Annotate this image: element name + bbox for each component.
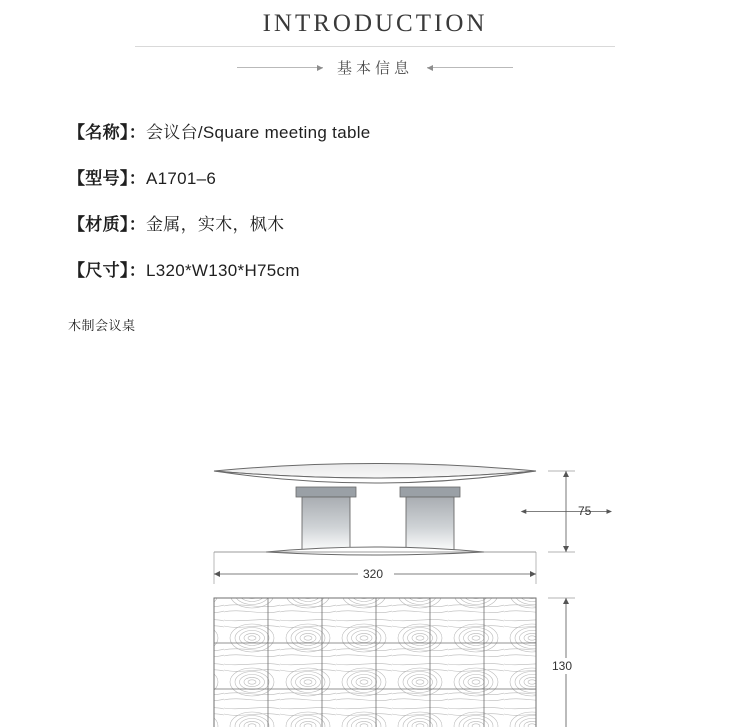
subtitle-row — [0, 57, 750, 78]
spec-value-size: L320*W130*H75cm — [146, 261, 300, 280]
dimension-length: 320 — [363, 567, 384, 581]
technical-drawings — [0, 352, 750, 673]
spec-row — [68, 118, 750, 143]
spec-row — [68, 164, 750, 189]
page-header — [0, 0, 750, 78]
header-divider — [135, 46, 615, 47]
spec-value-name: 会议台/Square meeting table — [146, 123, 371, 142]
page-title: INTRODUCTION — [262, 10, 488, 37]
dimension-height: 75 — [578, 504, 592, 518]
spec-value-material: 金属，实木，枫木 — [146, 215, 285, 234]
top-view-drawing — [214, 598, 580, 727]
spec-label-model: 【型号】： — [68, 169, 146, 188]
side-elevation-drawing — [214, 464, 607, 585]
spec-row — [68, 256, 750, 281]
spec-label-name: 【名称】： — [68, 123, 146, 142]
drawing-svg — [0, 352, 750, 673]
spec-label-size: 【尺寸】： — [68, 261, 146, 280]
drawing-caption: 木制会议桌 — [68, 318, 136, 333]
subtitle-right-arrow-icon — [427, 67, 513, 68]
spec-row — [68, 210, 750, 235]
spec-value-model: A1701–6 — [146, 169, 217, 188]
spec-list — [68, 118, 750, 281]
dimension-width: 130 — [552, 659, 573, 673]
spec-label-material: 【材质】： — [68, 215, 146, 234]
subtitle-left-arrow-icon — [237, 67, 323, 68]
page-subtitle: 基本信息 — [336, 60, 413, 77]
